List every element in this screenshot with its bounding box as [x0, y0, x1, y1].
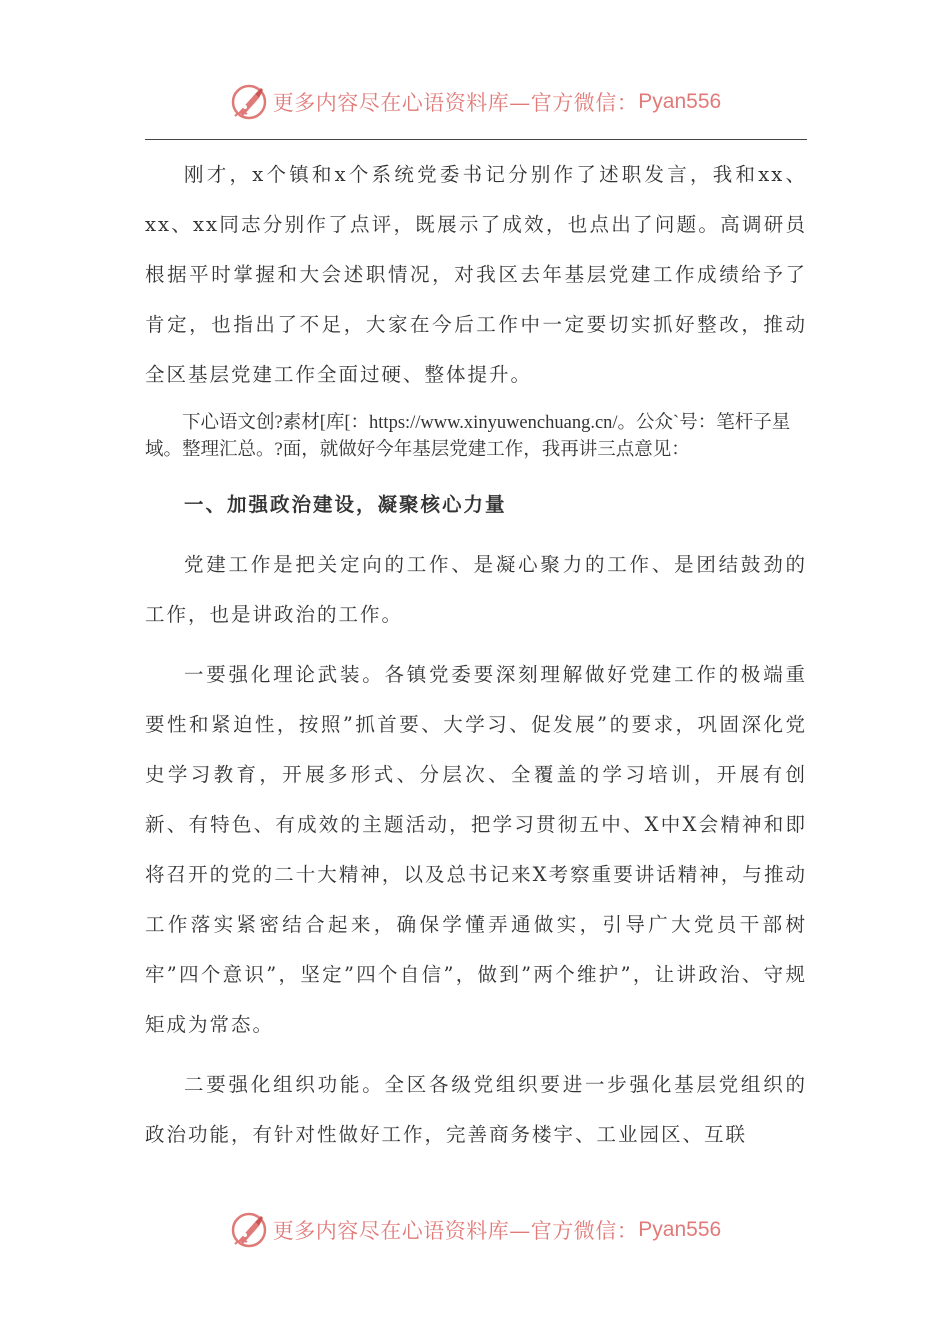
wechat-id: Pyan556 — [638, 1218, 722, 1241]
pen-logo-icon — [229, 1210, 269, 1250]
document-body — [145, 150, 807, 1160]
footer-banner — [0, 1210, 950, 1250]
header-banner — [0, 82, 950, 122]
paragraph-opening: 刚才，x个镇和x个系统党委书记分别作了述职发言，我和xx、xx、xx同志分别作了点评，既展示了成效，也点出了问题。高调研员根据平时掌握和大会述职情况，对我区去年基层党建工作成绩给予了肯定，也指出了不足，大家在今后工作中一定要切实抓好整改，推动全区基层党建工作全面过硬、整体提升。 — [145, 163, 807, 386]
banner-text: 更多内容尽在心语资料库—官方微信： — [272, 1219, 639, 1243]
header-divider — [145, 139, 807, 140]
paragraph-organization: 二要强化组织功能。全区各级党组织要进一步强化基层党组织的政治功能，有针对性做好工作，完善商务楼宇、工业园区、互联 — [145, 1073, 807, 1146]
paragraph-party-building: 党建工作是把关定向的工作、是凝心聚力的工作、是团结鼓劲的工作，也是讲政治的工作。 — [145, 553, 807, 626]
source-note: 下心语文创?素材[库[：https://www.xinyuwenchuang.cn/。公众`号：笔杆子星域。整理汇总。?面，就做好今年基层党建工作，我再讲三点意见： — [145, 413, 791, 460]
wechat-id: Pyan556 — [638, 90, 722, 113]
pen-logo-icon — [229, 82, 269, 122]
section-heading-1: 一、加强政治建设，凝聚核心力量 — [184, 493, 507, 516]
paragraph-theory: 一要强化理论武装。各镇党委要深刻理解做好党建工作的极端重要性和紧迫性，按照”抓首要、大学习、促发展”的要求，巩固深化党史学习教育，开展多形式、分层次、全覆盖的学习培训，开展有创新、有特色、有成效的主题活动，把学习贯彻五中、X中X会精神和即将召开的党的二十大精神，以及总书记来X考察重要讲话精神，与推动工作落实紧密结合起来，确保学懂弄通做实，引导广大党员干部树牢”四个意识”，坚定”四个自信”，做到”两个维护”，让讲政治、守规矩成为常态。 — [145, 663, 807, 1036]
banner-text: 更多内容尽在心语资料库—官方微信： — [272, 91, 639, 115]
